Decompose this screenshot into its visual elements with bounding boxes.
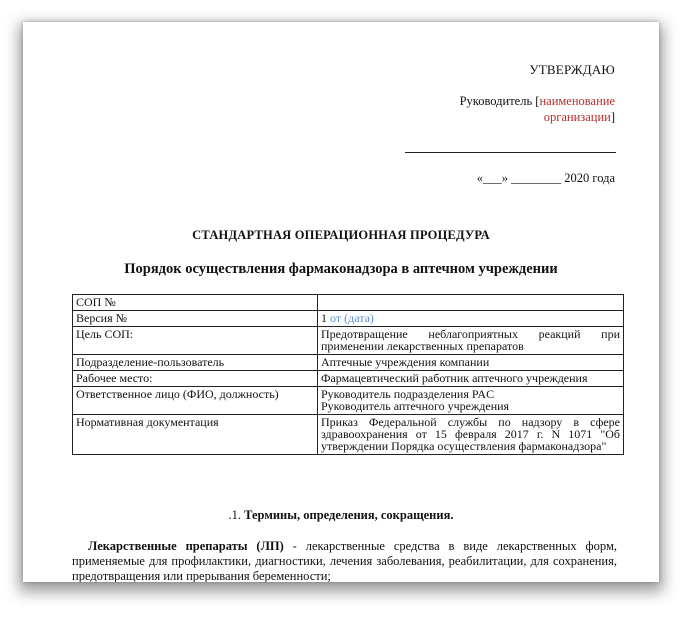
definition-paragraph [72,539,617,582]
row-label: Нормативная документация [73,415,318,455]
document-page [23,22,659,582]
row-label: Ответственное лицо (ФИО, должность) [73,387,318,415]
document-type-heading: СТАНДАРТНАЯ ОПЕРАЦИОННАЯ ПРОЦЕДУРА [192,228,490,242]
section-number: .1. [228,508,245,522]
row-value [318,387,624,415]
section-heading [23,508,659,523]
row-value: Предотвращение неблагоприятных реакций при применении лекарственных препаратов [318,327,624,355]
approval-role [415,93,615,125]
row-value [318,295,624,311]
row-value: Фармацевтический работник аптечного учреждения [318,371,624,387]
row-label: Подразделение-пользователь [73,355,318,371]
version-date-placeholder: от (дата) [330,311,374,325]
organization-placeholder: наименование организации [539,94,615,124]
responsible-line-2: Руководитель аптечного учреждения [321,399,510,413]
defined-term: Лекарственные препараты (ЛП) [88,539,284,553]
row-label: Цель СОП: [73,327,318,355]
row-value: Аптечные учреждения компании [318,355,624,371]
table-row [73,311,624,327]
row-label: Рабочее место: [73,371,318,387]
approval-heading: УТВЕРЖДАЮ [529,62,615,77]
row-value: Приказ Федеральной службы по надзору в сфере здравоохранения от 15 февраля 2017 г. N 1071 "Об утверждении Порядка осуществления фармаконадзора" [318,415,624,455]
row-label: СОП № [73,295,318,311]
row-value [318,311,624,327]
document-title: Порядок осуществления фармаконадзора в аптечном учреждении [124,261,558,277]
table-row [73,415,624,455]
table-row [73,355,624,371]
role-prefix: Руководитель [ [459,94,540,108]
row-label: Версия № [73,311,318,327]
approval-date: «___» ________ 2020 года [476,171,615,185]
definition-text: - лекарственные средства в виде лекарственных форм, применяемые для профилактики, диагностики, лечения заболевания, реабилитации, для сохранения, предотвращения или прерывания беременности; [72,539,617,582]
sop-info-table [72,294,624,455]
table-row [73,327,624,355]
table-row [73,387,624,415]
role-suffix: ] [610,110,615,124]
version-number: 1 [321,311,330,325]
responsible-line-1: Руководитель подразделения PAC [321,387,495,401]
signature-line [405,152,616,153]
table-row [73,295,624,311]
table-row [73,371,624,387]
section-title: Термины, определения, сокращения. [244,508,454,522]
